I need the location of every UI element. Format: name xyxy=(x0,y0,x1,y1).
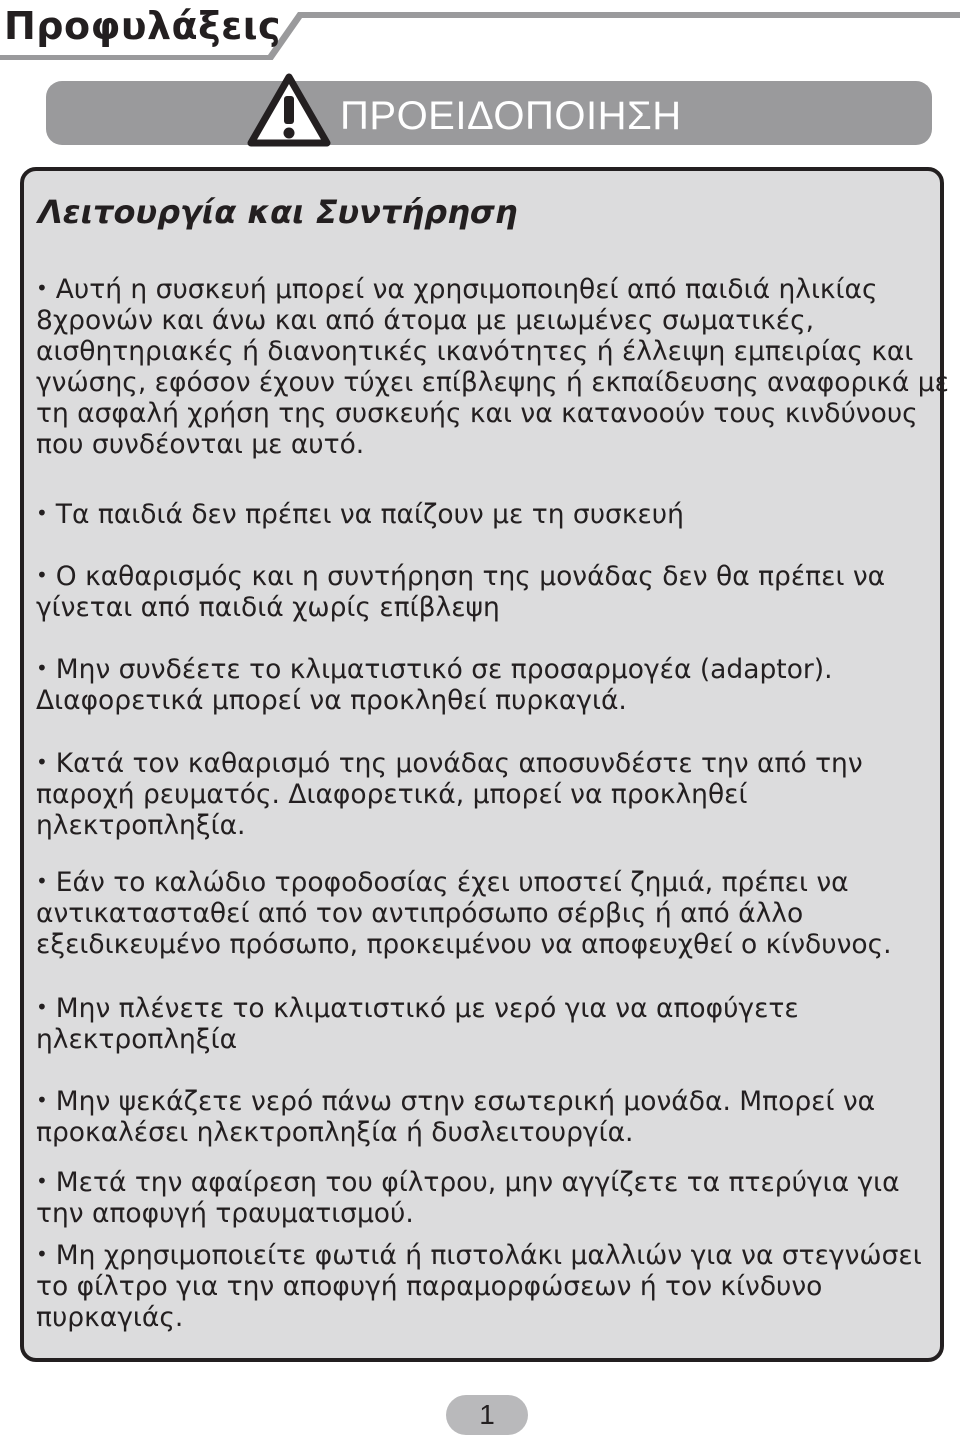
list-item: • Μετά την αφαίρεση του φίλτρου, μην αγγίζετε τα πτερύγια για την αποφυγή τραυματισμού. xyxy=(36,1167,900,1229)
list-item: • Τα παιδιά δεν πρέπει να παίζουν με τη συσκευή xyxy=(36,499,684,530)
list-item: • Μην πλένετε το κλιματιστικό με νερό για να αποφύγετε ηλεκτροπληξία xyxy=(36,993,799,1055)
list-item: • Ο καθαρισμός και η συντήρηση της μονάδας δεν θα πρέπει να γίνεται από παιδιά χωρίς επίβλεψη xyxy=(36,561,886,623)
list-item: • Αυτή η συσκευή μπορεί να χρησιμοποιηθεί από παιδιά ηλικίας 8χρονών και άνω και από άτομα με μειωμένες σωματικές, αισθητηριακές ή διανοητικές ικανότητες ή έλλειψη εμπειρίας και γνώσης, εφόσον έχουν τύχει επίβλεψης ή εκπαίδευσης αναφορικά με τη ασφαλή χρήση της συσκευής και να κατανοούν τους κινδύνους που συνδέονται με αυτό. xyxy=(36,274,949,460)
warning-triangle-icon xyxy=(246,72,332,148)
page-title: Προφυλάξεις xyxy=(4,4,282,48)
list-item: • Μη χρησιμοποιείτε φωτιά ή πιστολάκι μαλλιών για να στεγνώσει το φίλτρο για την αποφυγή παραμορφώσεων ή τον κίνδυνο πυρκαγιάς. xyxy=(36,1240,922,1333)
section-title: Λειτουργία και Συντήρηση xyxy=(38,193,518,231)
list-item: • Κατά τον καθαρισμό της μονάδας αποσυνδέστε την από την παροχή ρευματός. Διαφορετικά, μπορεί να προκληθεί ηλεκτροπληξία. xyxy=(36,748,863,841)
warning-label: ΠΡΟΕΙΔΟΠΟΙΗΣΗ xyxy=(340,94,682,138)
list-item: • Μην ψεκάζετε νερό πάνω στην εσωτερική μονάδα. Μπορεί να προκαλέσει ηλεκτροπληξία ή δυσλειτουργία. xyxy=(36,1086,876,1148)
list-item: • Εάν το καλώδιο τροφοδοσίας έχει υποστεί ζημιά, πρέπει να αντικατασταθεί από τον αντιπρόσωπο σέρβις ή από άλλο εξειδικευμένο πρόσωπο, προκειμένου να αποφευχθεί ο κίνδυνος. xyxy=(36,867,892,960)
list-item: • Μην συνδέετε το κλιματιστικό σε προσαρμογέα (adaptor). Διαφορετικά μπορεί να προκληθεί πυρκαγιά. xyxy=(36,654,833,716)
page-number: 1 xyxy=(446,1395,528,1435)
